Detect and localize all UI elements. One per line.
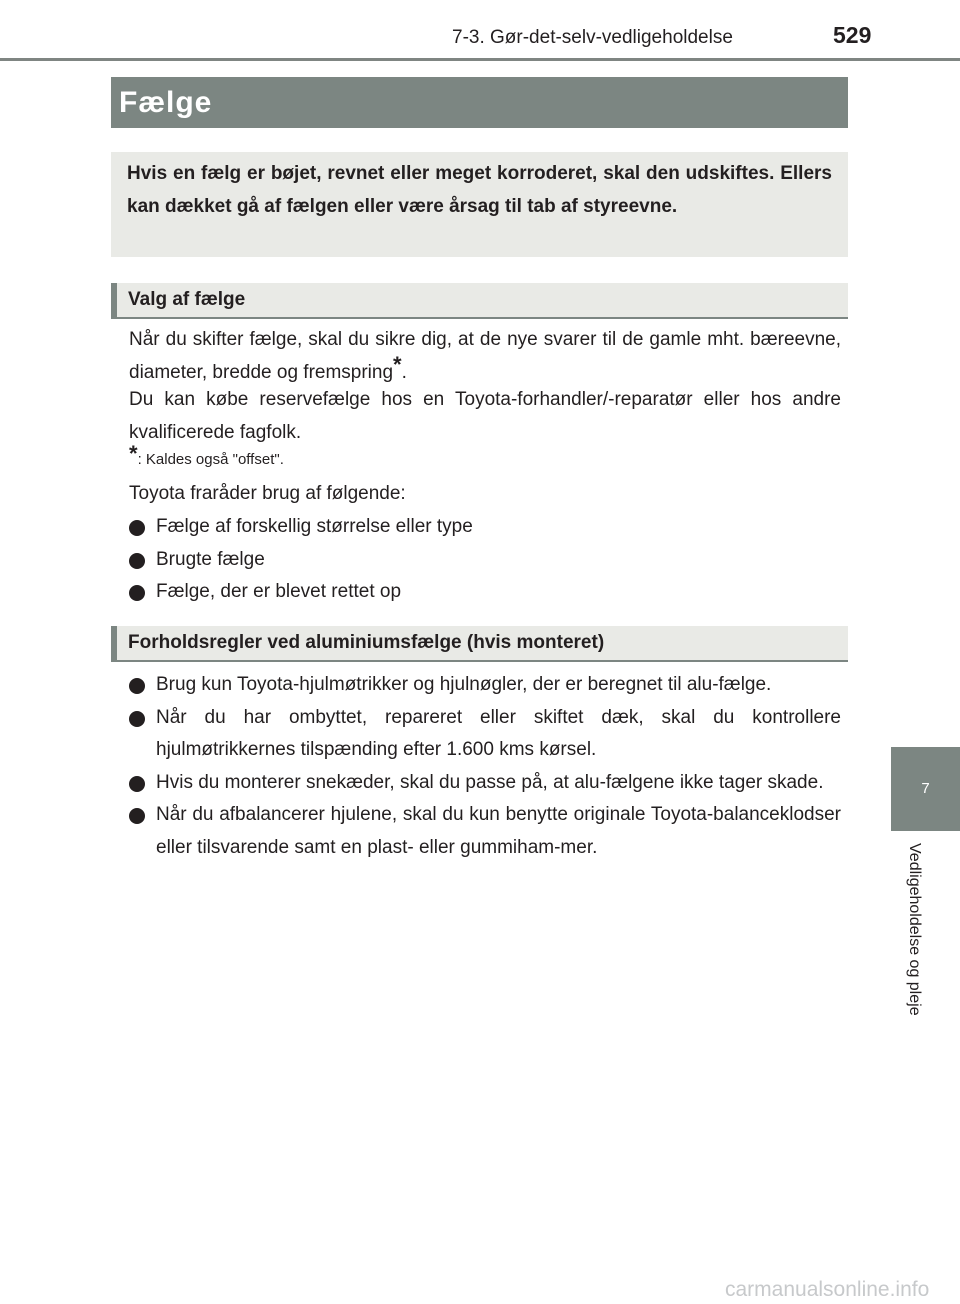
running-header-section: 7-3. Gør-det-selv-vedligeholdelse [452, 27, 733, 48]
footnote [129, 442, 841, 475]
bullet-icon [129, 776, 145, 792]
bullet-icon [129, 808, 145, 824]
chapter-tab-label: Vedligeholdelse og pleje [906, 843, 923, 1016]
footnote-mark: * [129, 441, 138, 466]
list-item: Fælge af forskellig størrelse eller type [129, 511, 841, 544]
bullet-list-not-recommended [129, 511, 841, 609]
bullet-icon [129, 711, 145, 727]
page-title: Fælge [111, 77, 848, 128]
bullet-icon [129, 678, 145, 694]
list-item: Brugte fælge [129, 544, 841, 577]
bullet-icon [129, 553, 145, 569]
footnote-reference-mark: * [393, 352, 402, 378]
list-item: Brug kun Toyota-hjulmøtrikker og hjulnøgler, der er beregnet til alu-fælge. [129, 669, 841, 702]
list-item: Hvis du monterer snekæder, skal du passe på, at alu-fælgene ikke tager skade. [129, 767, 841, 800]
section-heading-valg-af-faelge: Valg af fælge [111, 283, 848, 319]
header-divider [0, 58, 960, 61]
intro-warning-box: Hvis en fælg er bøjet, revnet eller meget korroderet, skal den udskiftes. Ellers kan dækket gå af fælgen eller være årsag til tab af styreevne. [111, 152, 848, 257]
list-item: Når du afbalancerer hjulene, skal du kun benytte originale Toyota-balanceklodser eller tilsvarende samt en plast- eller gummiham-mer. [129, 799, 841, 864]
chapter-tab: 7 [891, 747, 960, 831]
list-item: Når du har ombyttet, repareret eller skiftet dæk, skal du kontrollere hjulmøtrikkernes tilspænding efter 1.600 kms kørsel. [129, 702, 841, 767]
page-number: 529 [833, 22, 872, 48]
paragraph-rim-selection-text: Når du skifter fælge, skal du sikre dig, at de nye svarer til de gamle mht. bæreevne, diameter, bredde og fremspring [129, 329, 841, 383]
bullet-list-aluminium-precautions [129, 669, 841, 864]
paragraph-rim-selection [129, 324, 841, 389]
bullet-icon [129, 585, 145, 601]
watermark: carmanualsonline.info [725, 1278, 930, 1301]
section-heading-aluminium-rims: Forholdsregler ved aluminiumsfælge (hvis monteret) [111, 626, 848, 662]
paragraph-rim-selection-end: . [401, 361, 407, 383]
bullet-icon [129, 520, 145, 536]
advice-lead: Toyota fraråder brug af følgende: [129, 483, 406, 504]
footnote-text: : Kaldes også "offset". [137, 451, 284, 468]
list-item: Fælge, der er blevet rettet op [129, 576, 841, 609]
paragraph-spare-rims: Du kan købe reservefælge hos en Toyota-forhandler/-reparatør eller hos andre kvalificerede fagfolk. [129, 389, 841, 443]
